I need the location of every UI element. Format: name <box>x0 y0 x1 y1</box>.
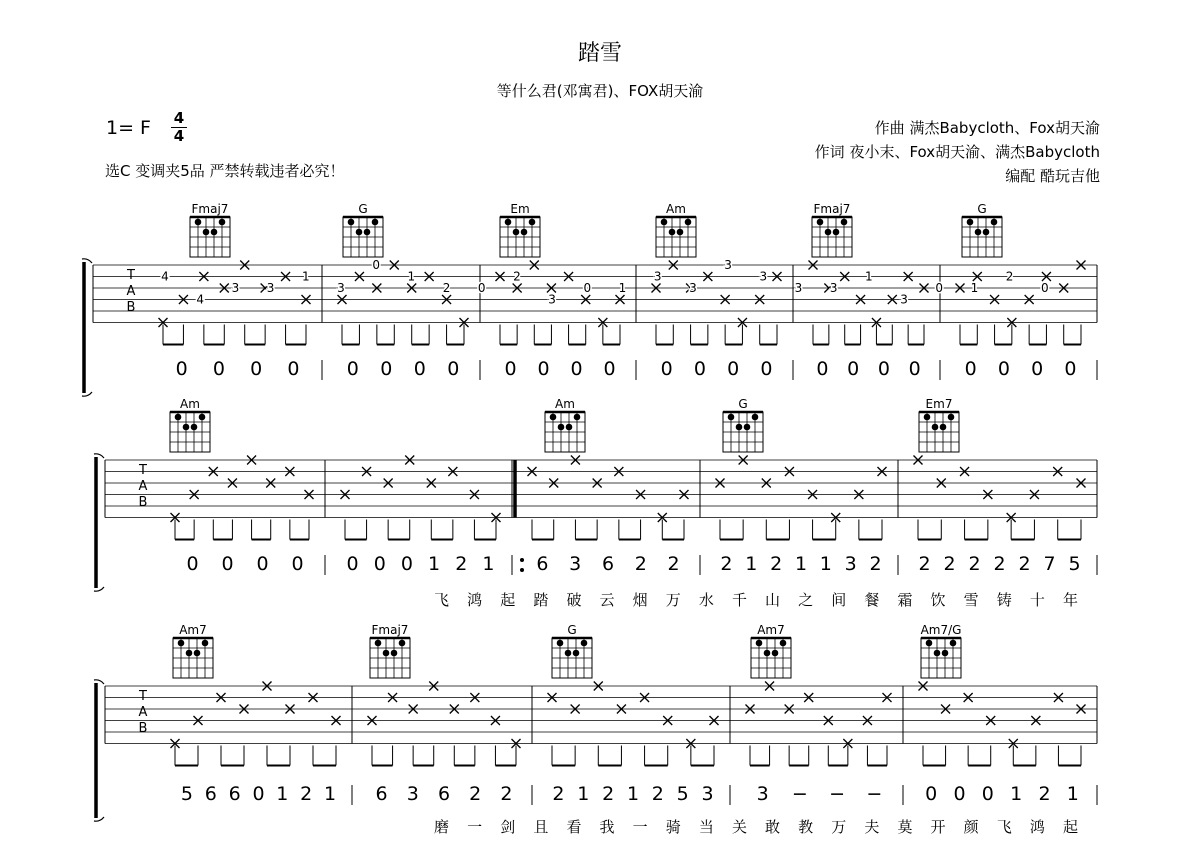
lyric-char: 饮 <box>930 591 946 609</box>
jianpu-note: 0 <box>908 358 921 380</box>
jianpu-note: 6 <box>601 553 615 575</box>
chord-name: Em <box>510 202 530 216</box>
chord-dot <box>825 229 832 236</box>
jianpu-note: 0 <box>953 783 966 805</box>
jianpu-note: 2 <box>943 553 956 575</box>
chord-name: G <box>567 623 577 637</box>
jianpu-note: 2 <box>1018 553 1031 575</box>
chord-dot <box>736 424 743 431</box>
jianpu-note: 0 <box>847 358 860 380</box>
chord-dot <box>183 424 190 431</box>
tab-fret-number: 0 <box>583 281 592 295</box>
jianpu-note: 0 <box>447 358 460 380</box>
jianpu-note: 0 <box>925 783 938 805</box>
chord-dot <box>926 640 933 647</box>
tab-fret-number: 3 <box>829 281 838 295</box>
jianpu-note: 0 <box>537 358 550 380</box>
jianpu-note: 0 <box>877 358 890 380</box>
chord-dot <box>975 229 982 236</box>
chord-dot <box>529 219 536 226</box>
chord-dot <box>983 229 990 236</box>
jianpu-note: 0 <box>413 358 426 380</box>
lyric-char: 餐 <box>864 591 880 609</box>
credit-composer: 作曲 满杰Babycloth、Fox胡天渝 <box>874 119 1100 137</box>
tab-fret-number: 3 <box>759 269 768 284</box>
chord-dot <box>752 414 759 421</box>
jianpu-note: 2 <box>455 553 468 575</box>
lyric-char: 之 <box>798 591 814 609</box>
capo-note: 选C 变调夹5品 严禁转载违者必究！ <box>105 162 345 180</box>
jianpu-note: − <box>791 783 808 805</box>
lyric-char: 霜 <box>897 591 913 609</box>
song-artists: 等什么君(邓寓君)、FOX胡天渝 <box>496 82 704 100</box>
jianpu-note: 5 <box>1068 553 1081 575</box>
chord-name: G <box>738 397 748 411</box>
lyric-char: 十 <box>1029 591 1045 609</box>
credit-arranger: 编配 酷玩吉他 <box>1005 167 1100 185</box>
jianpu-note: 1 <box>324 783 337 805</box>
jianpu-note: 2 <box>651 783 664 805</box>
tab-fret-number: 0 <box>935 281 944 295</box>
lyric-char: 破 <box>566 591 582 609</box>
lyric-char: 水 <box>698 591 714 609</box>
jianpu-note: 0 <box>175 358 188 380</box>
jianpu-note: 2 <box>469 783 482 805</box>
lyric-char: 磨 <box>434 818 450 836</box>
lyric-char: 踏 <box>533 591 549 609</box>
chord-name: Am <box>666 202 686 216</box>
chord-dot <box>557 640 564 647</box>
jianpu-note: 1 <box>745 553 758 575</box>
lyric-char: 万 <box>831 818 847 836</box>
jianpu-note: 3 <box>756 783 769 805</box>
jianpu-note: 7 <box>1043 553 1056 575</box>
chord-dot <box>677 229 684 236</box>
lyric-char: 铸 <box>996 591 1012 609</box>
jianpu-note: 0 <box>1031 358 1044 380</box>
chord-name: Fmaj7 <box>191 202 229 216</box>
jianpu-note: 3 <box>844 553 857 575</box>
chord-dot <box>728 414 735 421</box>
chord-name: Em7 <box>925 397 953 411</box>
chord-name: Am7 <box>179 623 207 637</box>
chord-dot <box>178 640 185 647</box>
jianpu-note: 0 <box>256 553 269 575</box>
lyric-char: 千 <box>731 591 747 609</box>
tab-fret-number: 3 <box>653 269 662 284</box>
jianpu-note: − <box>829 783 846 805</box>
lyric-char: 看 <box>566 818 582 836</box>
tab-fret-number: 1 <box>407 269 416 284</box>
lyric-char: 且 <box>533 818 549 836</box>
time-sig-top: 4 <box>173 109 185 127</box>
jianpu-note: 0 <box>760 358 773 380</box>
jianpu-note: 0 <box>346 358 359 380</box>
chord-dot <box>817 219 824 226</box>
chord-dot <box>356 229 363 236</box>
jianpu-note: 0 <box>1064 358 1077 380</box>
lyric-char: 鸿 <box>1029 818 1045 836</box>
chord-diagram <box>723 412 763 452</box>
chord-dot <box>991 219 998 226</box>
jianpu-note: 3 <box>569 553 582 575</box>
jianpu-note: 0 <box>570 358 583 380</box>
tab-fret-number: 3 <box>689 281 697 295</box>
chord-dot <box>581 640 588 647</box>
chord-dot <box>202 640 209 647</box>
jianpu-note: 6 <box>536 553 549 575</box>
jianpu-note: 2 <box>602 783 615 805</box>
jianpu-note: 2 <box>1038 783 1051 805</box>
lyric-char: 夫 <box>864 818 880 836</box>
chord-dot <box>219 219 226 226</box>
jianpu-note: 0 <box>504 358 517 380</box>
chord-dot <box>669 229 676 236</box>
lyric-char: 莫 <box>897 818 913 836</box>
chord-diagram <box>170 412 210 452</box>
tab-fret-number: 2 <box>442 281 451 295</box>
chord-diagram <box>751 638 791 678</box>
tab-fret-number: 2 <box>1005 269 1014 284</box>
chord-diagram <box>545 412 585 452</box>
tab-fret-number: 0 <box>372 258 380 272</box>
chord-name: Am <box>555 397 575 411</box>
jianpu-note: 0 <box>603 358 616 380</box>
chord-dot <box>194 650 201 657</box>
chord-dot <box>967 219 974 226</box>
lyric-char: 敢 <box>765 818 781 836</box>
tab-letter: A <box>138 705 148 720</box>
jianpu-note: 6 <box>437 783 451 805</box>
lyric-char: 剑 <box>500 818 516 836</box>
chord-diagram <box>921 638 961 678</box>
jianpu-note: 2 <box>770 553 783 575</box>
tab-fret-number: 3 <box>794 281 803 295</box>
chord-name: Am7/G <box>920 623 962 637</box>
chord-dot <box>203 229 210 236</box>
jianpu-note: 0 <box>212 358 225 380</box>
jianpu-note: 3 <box>701 783 714 805</box>
chord-name: Fmaj7 <box>813 202 851 216</box>
lyric-char: 云 <box>599 591 615 609</box>
lyric-char: 开 <box>930 818 946 836</box>
chord-dot <box>399 640 406 647</box>
lyric-char: 骑 <box>665 818 681 836</box>
tab-fret-number: 3 <box>724 258 732 272</box>
time-sig-bottom: 4 <box>173 127 185 145</box>
jianpu-note: 0 <box>981 783 994 805</box>
jianpu-note: 0 <box>727 358 740 380</box>
jianpu-note: 0 <box>400 553 413 575</box>
chord-dot <box>932 424 939 431</box>
chord-diagram <box>919 412 959 452</box>
tab-fret-number: 1 <box>618 281 627 295</box>
chord-dot <box>211 229 218 236</box>
key-signature: 1= F <box>106 117 151 139</box>
tab-fret-number: 3 <box>900 292 908 307</box>
tab-letter: T <box>139 463 147 478</box>
chord-dot <box>565 650 572 657</box>
repeat-dot <box>520 558 524 562</box>
chord-dot <box>833 229 840 236</box>
chord-dot <box>764 650 771 657</box>
tab-fret-number: 0 <box>477 281 486 295</box>
chord-diagram <box>552 638 592 678</box>
jianpu-note: 0 <box>186 553 199 575</box>
tab-fret-number: 1 <box>970 281 979 295</box>
chord-diagram <box>656 217 696 257</box>
chord-name: G <box>358 202 368 216</box>
jianpu-note: 0 <box>252 783 265 805</box>
jianpu-note: 2 <box>918 553 931 575</box>
lyric-char: 年 <box>1062 591 1078 609</box>
chord-dot <box>780 640 787 647</box>
jianpu-note: 1 <box>482 553 495 575</box>
jianpu-note: 0 <box>816 358 829 380</box>
chord-dot <box>175 414 182 421</box>
jianpu-note: 6 <box>228 783 241 805</box>
jianpu-note: 0 <box>693 358 706 380</box>
jianpu-note: 6 <box>204 783 217 805</box>
jianpu-note: 0 <box>291 553 304 575</box>
tab-letter: B <box>126 300 136 315</box>
lyric-char: 起 <box>500 591 516 609</box>
tab-letter: A <box>138 479 148 494</box>
chord-dot <box>348 219 355 226</box>
tab-letter: B <box>138 495 148 510</box>
lyric-char: 万 <box>665 591 681 609</box>
chord-dot <box>391 650 398 657</box>
chord-dot <box>521 229 528 236</box>
chord-dot <box>940 424 947 431</box>
chord-dot <box>364 229 371 236</box>
tab-fret-number: 3 <box>337 281 345 295</box>
lyric-char: 飞 <box>996 818 1012 836</box>
credit-lyricist: 作词 夜小末、Fox胡天渝、满杰Babycloth <box>814 143 1100 161</box>
jianpu-note: 3 <box>406 783 419 805</box>
jianpu-note: 2 <box>300 783 313 805</box>
jianpu-note: 0 <box>660 358 673 380</box>
tab-fret-number: 4 <box>161 269 169 284</box>
tab-fret-number: 1 <box>865 269 873 284</box>
jianpu-note: 0 <box>373 553 386 575</box>
jianpu-note: 0 <box>380 358 393 380</box>
jianpu-note: 1 <box>1010 783 1023 805</box>
jianpu-note: 2 <box>968 553 981 575</box>
chord-dot <box>186 650 193 657</box>
chord-dot <box>573 650 580 657</box>
jianpu-note: 5 <box>180 783 193 805</box>
chord-diagram <box>500 217 540 257</box>
jianpu-note: 1 <box>819 553 832 575</box>
chord-diagram <box>343 217 383 257</box>
lyric-char: 当 <box>698 818 714 836</box>
chord-dot <box>375 640 382 647</box>
jianpu-note: 5 <box>676 783 689 805</box>
lyric-char: 一 <box>632 818 648 836</box>
tab-letter: B <box>138 721 148 736</box>
chord-dot <box>372 219 379 226</box>
chord-name: Fmaj7 <box>371 623 409 637</box>
chord-dot <box>772 650 779 657</box>
lyric-char: 起 <box>1062 818 1078 836</box>
jianpu-note: − <box>866 783 883 805</box>
jianpu-note: 0 <box>346 553 359 575</box>
chord-dot <box>191 424 198 431</box>
chord-name: Am <box>180 397 200 411</box>
chord-dot <box>950 640 957 647</box>
chord-dot <box>841 219 848 226</box>
jianpu-note: 0 <box>964 358 977 380</box>
chord-dot <box>574 414 581 421</box>
chord-diagram <box>812 217 852 257</box>
lyric-char: 鸿 <box>467 591 483 609</box>
jianpu-note: 2 <box>667 553 680 575</box>
tab-fret-number: 3 <box>266 281 275 295</box>
jianpu-note: 0 <box>250 358 263 380</box>
lyric-char: 关 <box>731 818 747 836</box>
jianpu-note: 0 <box>221 553 234 575</box>
jianpu-note: 1 <box>276 783 289 805</box>
chord-dot <box>756 640 763 647</box>
chord-dot <box>505 219 512 226</box>
tab-fret-number: 2 <box>513 269 521 284</box>
chord-name: Am7 <box>757 623 785 637</box>
jianpu-note: 6 <box>375 783 388 805</box>
chord-dot <box>942 650 949 657</box>
jianpu-note: 1 <box>428 553 441 575</box>
chord-dot <box>566 424 573 431</box>
chord-diagram <box>173 638 213 678</box>
jianpu-note: 2 <box>869 553 882 575</box>
lyric-char: 我 <box>599 818 615 836</box>
chord-dot <box>550 414 557 421</box>
jianpu-note: 1 <box>1066 783 1079 805</box>
song-title: 踏雪 <box>577 41 622 66</box>
lyric-char: 飞 <box>434 591 450 609</box>
tab-fret-number: 0 <box>1040 281 1049 295</box>
chord-dot <box>685 219 692 226</box>
lyric-char: 颜 <box>963 818 979 836</box>
chord-dot <box>383 650 390 657</box>
jianpu-note: 1 <box>794 553 808 575</box>
jianpu-note: 2 <box>720 553 733 575</box>
chord-dot <box>558 424 565 431</box>
tab-letter: T <box>139 689 147 704</box>
chord-dot <box>744 424 751 431</box>
jianpu-note: 2 <box>993 553 1006 575</box>
chord-diagram <box>370 638 410 678</box>
tab-letter: T <box>127 268 135 283</box>
lyric-char: 间 <box>831 591 847 609</box>
jianpu-note: 1 <box>626 783 640 805</box>
jianpu-note: 0 <box>997 358 1010 380</box>
jianpu-note: 2 <box>634 553 647 575</box>
lyric-char: 烟 <box>632 591 648 609</box>
tab-fret-number: 3 <box>231 281 240 295</box>
lyric-char: 山 <box>765 591 781 609</box>
tab-fret-number: 1 <box>301 269 310 284</box>
jianpu-note: 2 <box>552 783 565 805</box>
repeat-dot <box>520 568 524 572</box>
chord-dot <box>195 219 202 226</box>
chord-dot <box>934 650 941 657</box>
chord-dot <box>661 219 668 226</box>
chord-name: G <box>977 202 987 216</box>
chord-dot <box>199 414 206 421</box>
tab-fret-number: 4 <box>196 292 205 307</box>
chord-diagram <box>962 217 1002 257</box>
lyric-char: 雪 <box>963 591 979 609</box>
lyric-char: 一 <box>467 818 483 836</box>
chord-dot <box>924 414 931 421</box>
jianpu-note: 1 <box>577 783 590 805</box>
chord-dot <box>513 229 520 236</box>
jianpu-note: 2 <box>500 783 513 805</box>
lyric-char: 教 <box>798 818 814 836</box>
jianpu-note: 0 <box>287 358 300 380</box>
tab-letter: A <box>126 284 136 299</box>
chord-diagram <box>190 217 230 257</box>
tab-fret-number: 3 <box>548 292 556 307</box>
chord-dot <box>948 414 955 421</box>
